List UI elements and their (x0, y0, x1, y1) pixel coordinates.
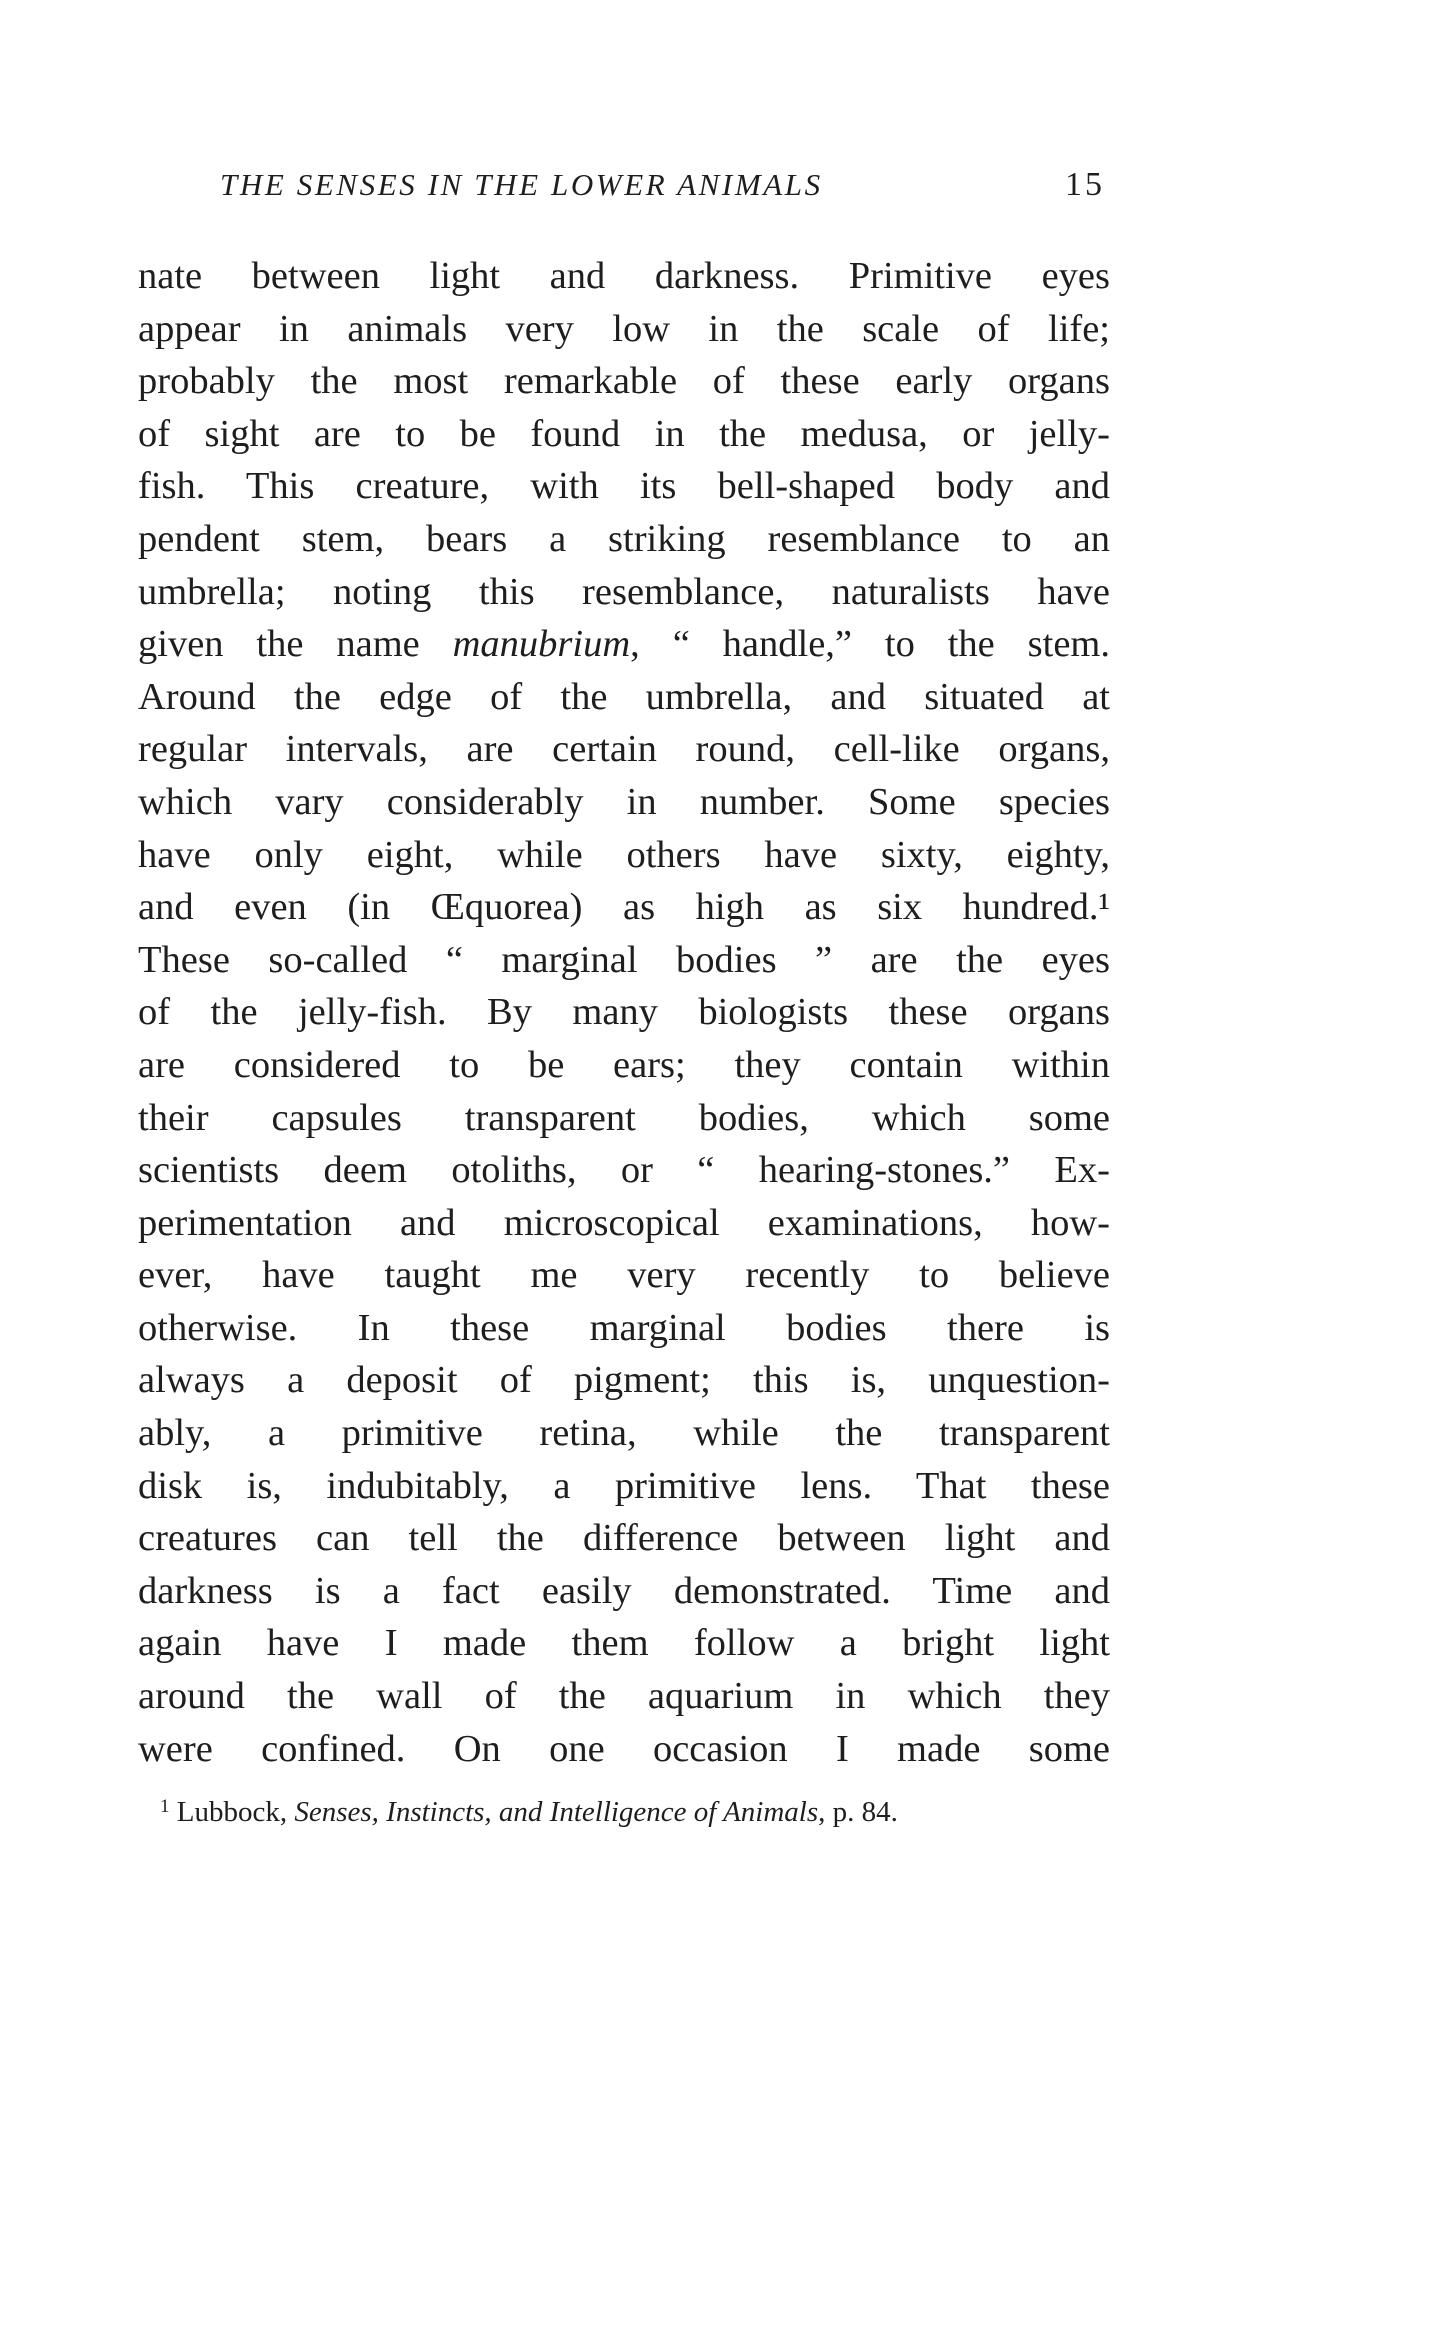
text-fragment: , “ handle,” to the stem. (630, 623, 1110, 666)
text-line: Around the edge of the umbrella, and situated at (138, 675, 1110, 718)
text-line: appear in animals very low in the scale of life; (138, 307, 1110, 350)
footnote-marker: 1 (160, 1796, 170, 1817)
text-line: always a deposit of pigment; this is, unquestion- (138, 1359, 1110, 1402)
running-head (220, 160, 1105, 210)
text-line: pendent stem, bears a striking resemblance to an (138, 517, 1110, 560)
text-line: which vary considerably in number. Some species (138, 780, 1110, 823)
text-line: of sight are to be found in the medusa, or jelly- (138, 412, 1110, 455)
text-line: regular intervals, are certain round, cell-like organs, (138, 728, 1110, 771)
body-text (138, 250, 1110, 1775)
text-line: again have I made them follow a bright light (138, 1622, 1110, 1665)
text-line: their capsules transparent bodies, which some (138, 1096, 1110, 1139)
text-line: fish. This creature, with its bell-shaped body and (138, 465, 1110, 508)
text-fragment: given the name (138, 623, 453, 666)
footnote (160, 1785, 1100, 1834)
text-line: disk is, indubitably, a primitive lens. That these (138, 1464, 1110, 1507)
text-line: These so-called “ marginal bodies ” are the eyes (138, 938, 1110, 981)
italic-term: manubrium (452, 623, 631, 666)
text-line: scientists deem otoliths, or “ hearing-stones.” Ex- (138, 1149, 1110, 1192)
text-line: darkness is a fact easily demonstrated. Time and (138, 1569, 1110, 1612)
page-number: 15 (1065, 166, 1105, 203)
text-line: probably the most remarkable of these early organs (138, 360, 1110, 403)
text-line: otherwise. In these marginal bodies there is (138, 1306, 1110, 1349)
footnote-author: Lubbock, (176, 1796, 295, 1828)
text-line: ever, have taught me very recently to believe (138, 1254, 1110, 1297)
text-line: and even (in Œquorea) as high as six hundred.¹ (138, 886, 1110, 929)
text-line: creatures can tell the difference between light and (138, 1517, 1110, 1560)
text-line-with-italic (138, 618, 1110, 671)
running-title: THE SENSES IN THE LOWER ANIMALS (220, 167, 823, 202)
footnote-page-ref: , p. 84. (818, 1796, 898, 1828)
text-line: were confined. On one occasion I made some (138, 1727, 1110, 1770)
footnote-title: Senses, Instincts, and Intelligence of Animals (294, 1796, 819, 1828)
text-line: are considered to be ears; they contain within (138, 1043, 1110, 1086)
text-line: of the jelly-fish. By many biologists these organs (138, 991, 1110, 1034)
text-line: around the wall of the aquarium in which they (138, 1675, 1110, 1718)
text-line: umbrella; noting this resemblance, naturalists have (138, 570, 1110, 613)
text-line: ably, a primitive retina, while the transparent (138, 1412, 1110, 1455)
text-line: have only eight, while others have sixty, eighty, (138, 833, 1110, 876)
text-line: nate between light and darkness. Primitive eyes (138, 255, 1110, 297)
text-line: perimentation and microscopical examinations, how- (138, 1201, 1110, 1244)
